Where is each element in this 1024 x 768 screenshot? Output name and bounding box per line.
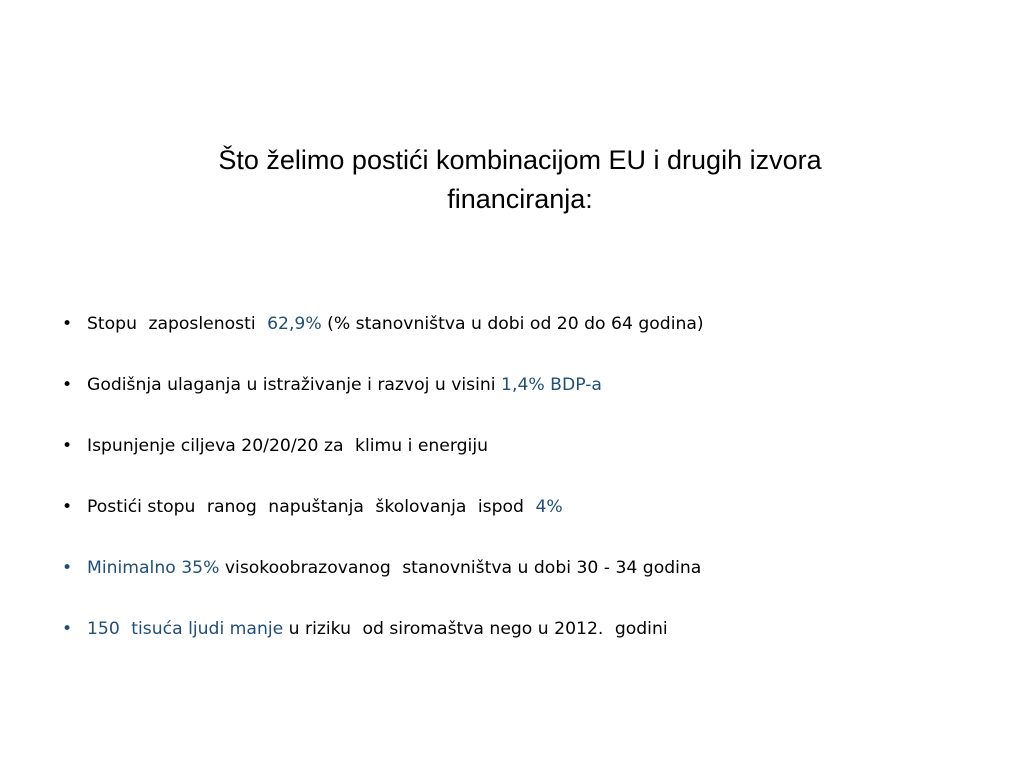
bullet-highlight: 4% [535,497,563,517]
bullet-text: zaposlenosti [148,314,256,334]
bullet-highlight: tisuća ljudi manje [131,619,284,639]
bullet-text: stanovništva u dobi 30 - 34 godina [402,558,702,578]
bullet-text: Ispunjenje ciljeva 20/20/20 za [87,436,344,456]
bullet-item-climate-goals [62,431,962,492]
bullet-item-early-school-leaving [62,492,962,553]
bullet-item-higher-education [62,553,962,614]
bullet-list [62,309,962,675]
bullet-highlight: 62,9% [267,314,322,334]
slide-title-line-1: Što želimo postići kombinacijom EU i drugih izvora [218,145,822,175]
bullet-item-employment [62,309,962,370]
bullet-item-poverty-risk [62,614,962,675]
bullet-text: školovanja [375,497,467,517]
bullet-marker: • [62,558,73,578]
bullet-highlight: 150 [87,619,120,639]
bullet-marker: • [62,497,73,517]
slide-title-colon: : [585,184,593,214]
bullet-text: od siromaštva nego u 2012. [362,619,604,639]
bullet-marker: • [62,619,73,639]
bullet-text: klimu i energiju [354,436,488,456]
bullet-text: godini [614,619,668,639]
bullet-marker: • [62,314,73,334]
slide-title-line-2 [100,180,940,219]
bullet-highlight: 1,4% BDP-a [501,375,602,395]
bullet-text: u riziku [288,619,351,639]
bullet-marker: • [62,436,73,456]
bullet-item-research-investment [62,370,962,431]
bullet-text: Stopu [87,314,137,334]
bullet-text: visokoobrazovanog [224,558,391,578]
bullet-highlight: Minimalno 35% [87,558,220,578]
bullet-text: Postići stopu [87,497,196,517]
bullet-text: Godišnja ulaganja u istraživanje i razvoj u visini [87,375,496,395]
slide-title [100,141,940,219]
bullet-text: ispod [477,497,524,517]
bullet-text: ranog [206,497,257,517]
slide-title-line-2-text: financiranja [447,184,586,214]
bullet-text: napuštanja [268,497,364,517]
bullet-marker: • [62,375,73,395]
bullet-text: (% stanovništva u dobi od 20 do 64 godina) [327,314,704,334]
